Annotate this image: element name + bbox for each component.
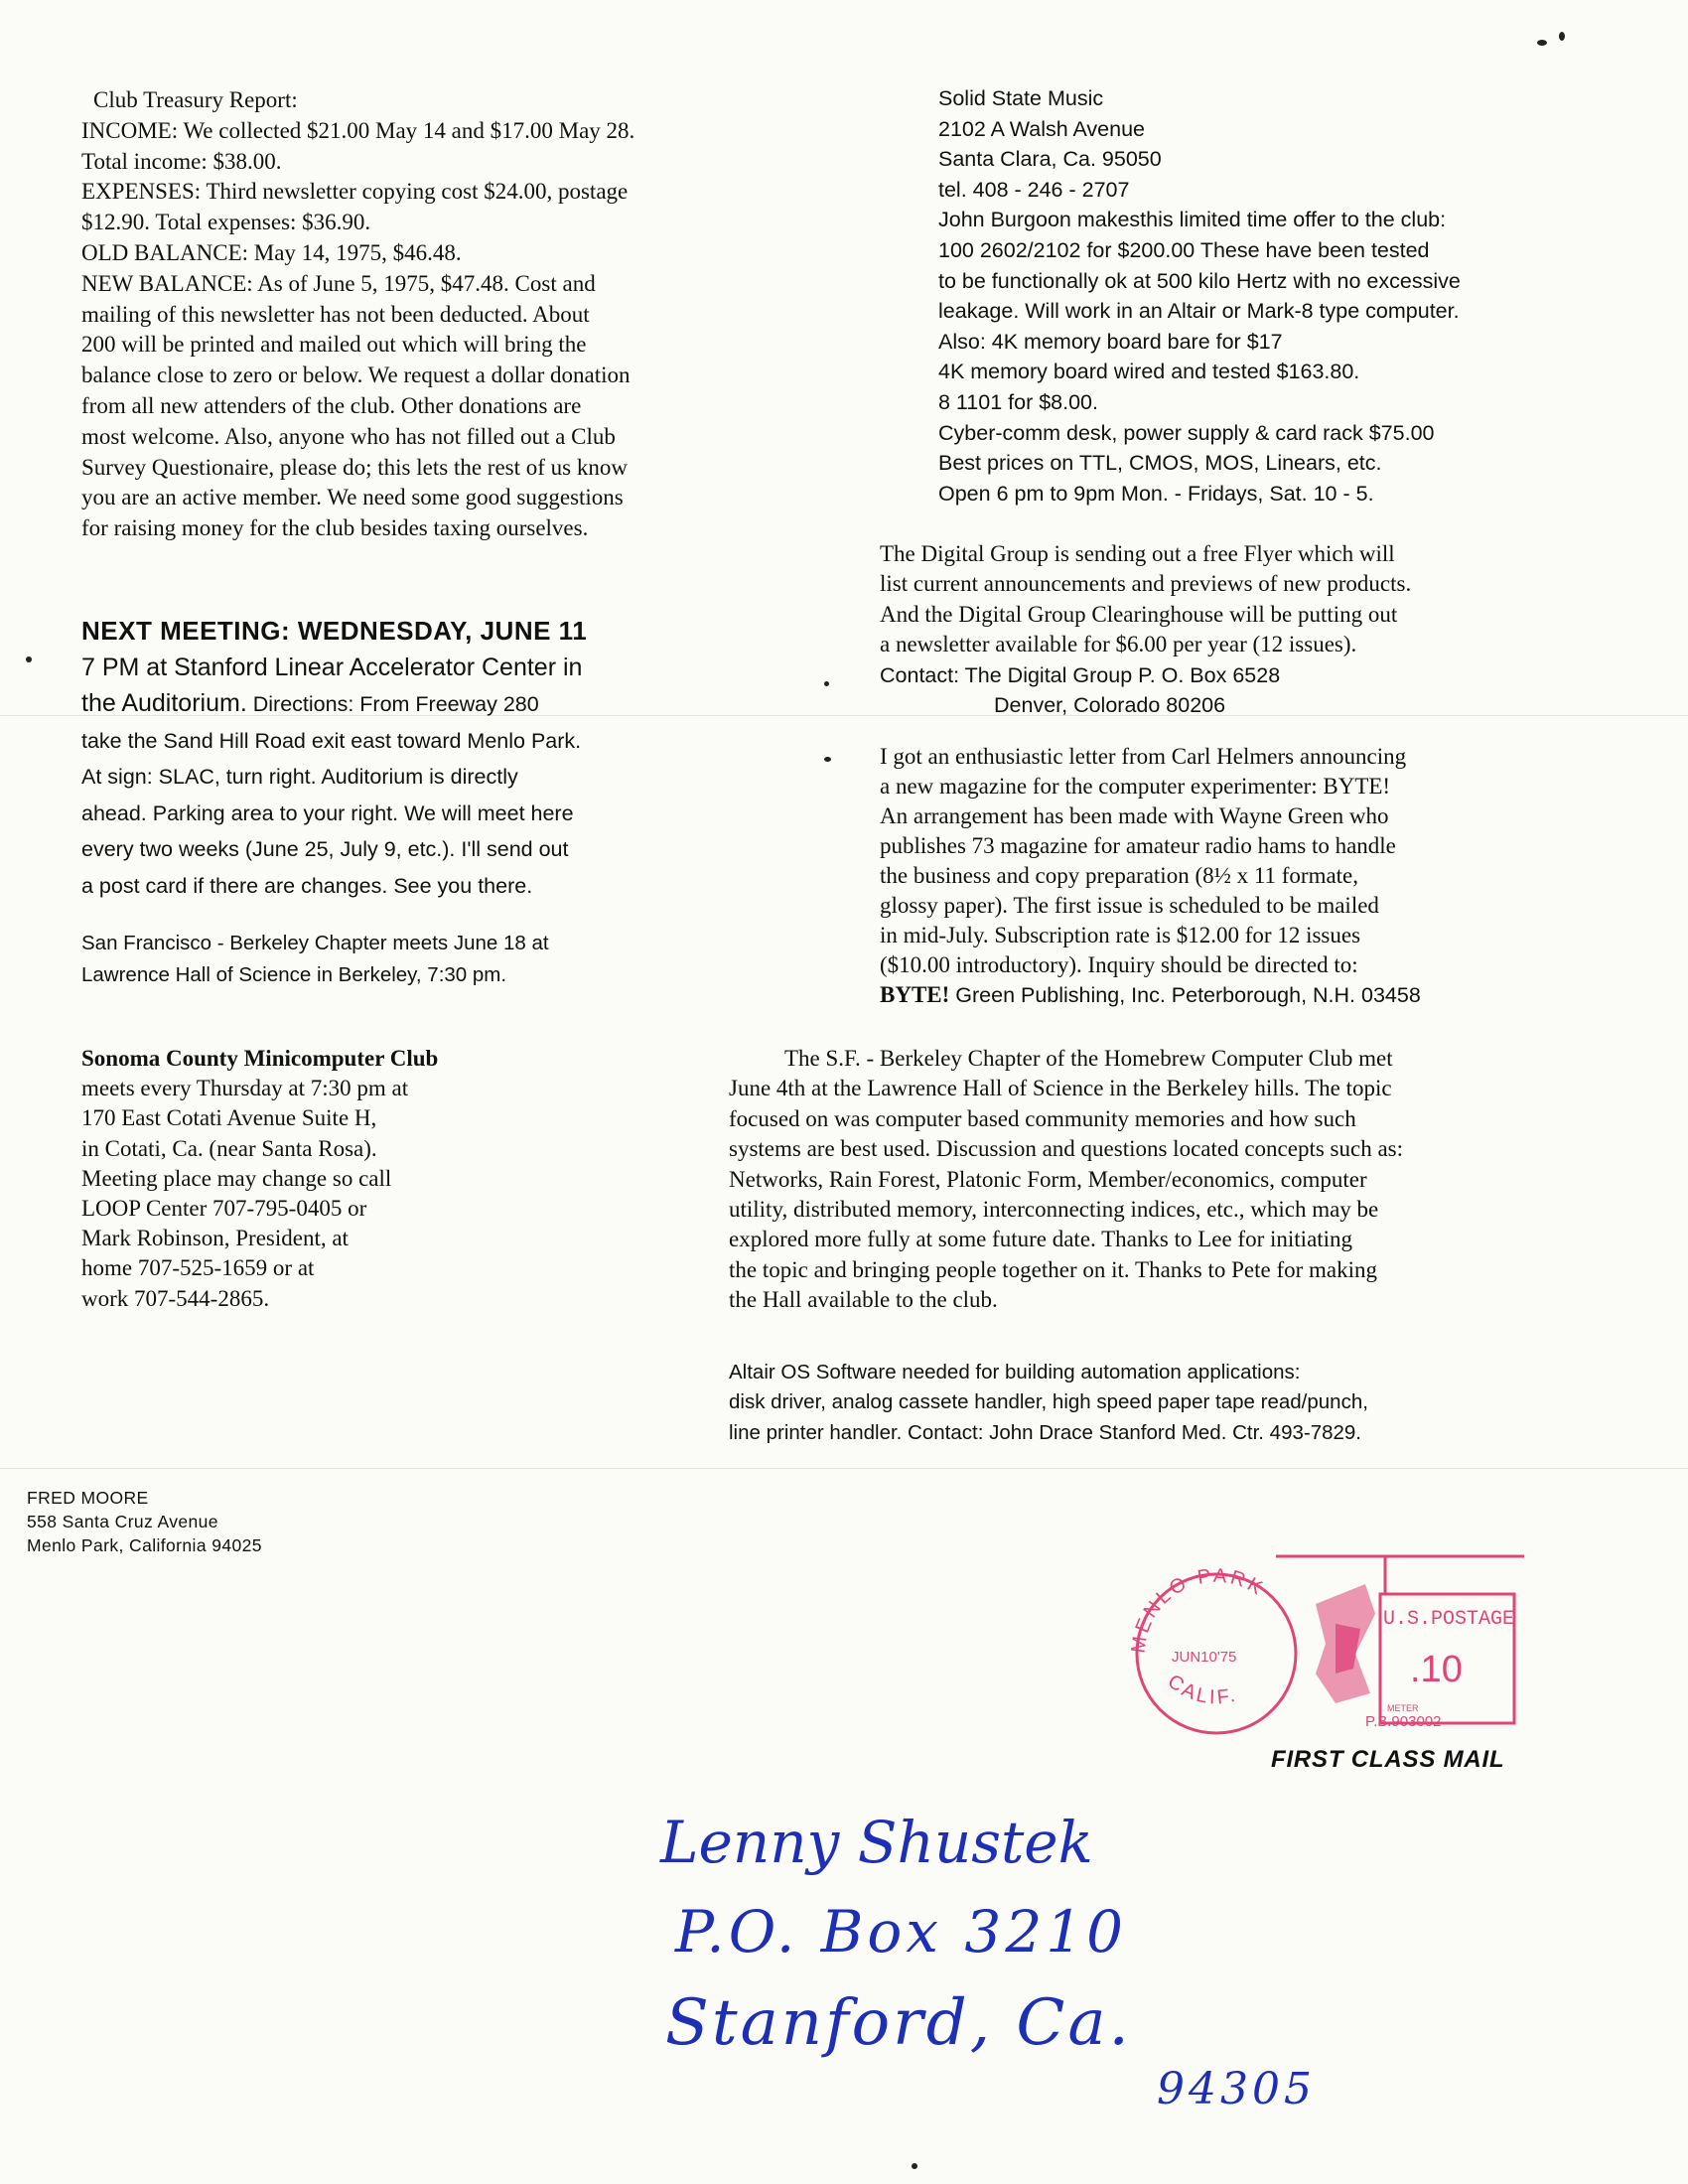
- notice-line: And the Digital Group Clearinghouse will be putting out: [880, 601, 1398, 627]
- byte-name: BYTE!: [880, 982, 950, 1007]
- notice-line: work 707-544-2865.: [81, 1285, 270, 1311]
- ad-line: Solid State Music: [938, 86, 1104, 110]
- report-line: Networks, Rain Forest, Platonic Form, Member/economics, computer: [729, 1166, 1367, 1192]
- ad-line: Best prices on TTL, CMOS, MOS, Linears, etc.: [938, 451, 1382, 476]
- report-line: utility, distributed memory, interconnecting indices, etc., which may be: [729, 1197, 1379, 1223]
- meter-postage-label: U.S.POSTAGE: [1383, 1608, 1515, 1631]
- ink-speck: [824, 681, 829, 686]
- report-line: June 4th at the Lawrence Hall of Science in the Berkeley hills. The topic: [729, 1076, 1392, 1101]
- treasury-line: 200 will be printed and mailed out which will bring the: [81, 332, 587, 358]
- treasury-line: balance close to zero or below. We request a dollar donation: [81, 363, 631, 388]
- next-meeting: [81, 613, 587, 904]
- notice-line: LOOP Center 707-795-0405 or: [81, 1196, 367, 1222]
- meter-ring-top: MENLO PARK: [1127, 1564, 1269, 1655]
- notice-line: Meeting place may change so call: [81, 1165, 392, 1191]
- notice-line: Mark Robinson, President, at: [81, 1226, 349, 1251]
- treasury-line: most welcome. Also, anyone who has not filled out a Club: [81, 423, 616, 449]
- treasury-report: [81, 85, 634, 544]
- meeting-directions: Directions: From Freeway 280: [246, 692, 539, 716]
- meter-date: JUN10'75: [1172, 1649, 1237, 1666]
- ink-speck: [1559, 32, 1565, 41]
- treasury-line: from all new attenders of the club. Other donations are: [81, 392, 582, 418]
- treasury-line: mailing of this newsletter has not been deducted. About: [81, 301, 590, 327]
- meeting-line: 7 PM at Stanford Linear Accelerator Center in: [81, 653, 583, 681]
- recipient-zip: 94305: [1157, 2064, 1316, 2114]
- paper-fold-crease: [0, 1468, 1688, 1469]
- notice-line: the business and copy preparation (8½ x 11 formate,: [880, 863, 1359, 888]
- byte-address: Green Publishing, Inc. Peterborough, N.H. 03458: [949, 983, 1421, 1007]
- recipient-city: Stanford, Ca.: [665, 1986, 1132, 2060]
- report-line: The S.F. - Berkeley Chapter of the Homebrew Computer Club met: [784, 1046, 1393, 1071]
- recipient-box: P.O. Box 3210: [675, 1898, 1128, 1966]
- report-line: explored more fully at some future date. Thanks to Lee for initiating: [729, 1227, 1353, 1252]
- meter-number: P.B.903002: [1365, 1713, 1442, 1730]
- notice-line: publishes 73 magazine for amateur radio hams to handle: [880, 833, 1396, 858]
- solid-state-music-ad: [938, 83, 1461, 509]
- ad-line: 8 1101 for $8.00.: [938, 389, 1098, 414]
- sf-chapter-notice: [81, 928, 549, 991]
- notice-line: meets every Thursday at 7:30 pm at: [81, 1076, 409, 1101]
- meter-ring-bottom: CALIF.: [1163, 1670, 1240, 1709]
- meeting-line: every two weeks (June 25, July 9, etc.). I'll send out: [81, 837, 569, 861]
- ink-speck: [912, 2163, 917, 2169]
- report-line: focused on was computer based community memories and how such: [729, 1105, 1356, 1131]
- meter-amount: .10: [1410, 1649, 1463, 1690]
- meeting-line: ahead. Parking area to your right. We will meet here: [81, 801, 574, 825]
- meeting-line: take the Sand Hill Road exit east toward Menlo Park.: [81, 728, 582, 753]
- notice-line: home 707-525-1659 or at: [81, 1255, 315, 1281]
- meeting-heading: NEXT MEETING: WEDNESDAY, JUNE 11: [81, 616, 588, 646]
- treasury-title: Club Treasury Report:: [93, 87, 298, 112]
- notice-city: Denver, Colorado 80206: [994, 693, 1226, 718]
- ad-line: leakage. Will work in an Altair or Mark-8 type computer.: [938, 299, 1460, 324]
- ink-speck: [26, 656, 32, 662]
- treasury-line: Survey Questionaire, please do; this lets the rest of us know: [81, 454, 628, 480]
- notice-line: An arrangement has been made with Wayne Green who: [880, 803, 1389, 828]
- notice-line: line printer handler. Contact: John Drace Stanford Med. Ctr. 493-7829.: [729, 1420, 1362, 1444]
- notice-line: a new magazine for the computer experimenter: BYTE!: [880, 774, 1391, 799]
- notice-line: I got an enthusiastic letter from Carl Helmers announcing: [880, 744, 1407, 769]
- meeting-location: the Auditorium.: [81, 689, 247, 717]
- ad-line: 2102 A Walsh Avenue: [938, 116, 1145, 141]
- ad-line: 4K memory board wired and tested $163.80.: [938, 360, 1360, 384]
- report-line: the topic and bringing people together on it. Thanks to Pete for making: [729, 1256, 1378, 1282]
- meter-label: METER: [1387, 1703, 1419, 1713]
- treasury-line: OLD BALANCE: May 14, 1975, $46.48.: [81, 239, 462, 265]
- meeting-line: a post card if there are changes. See you there.: [81, 873, 533, 898]
- ad-line: Open 6 pm to 9pm Mon. - Fridays, Sat. 10 - 5.: [938, 481, 1374, 506]
- notice-line: ($10.00 introductory). Inquiry should be directed to:: [880, 952, 1358, 977]
- ad-line: Cyber-comm desk, power supply & card rack $75.00: [938, 420, 1435, 445]
- notice-line: Altair OS Software needed for building automation applications:: [729, 1361, 1301, 1383]
- report-line: the Hall available to the club.: [729, 1287, 998, 1313]
- ad-line: Also: 4K memory board bare for $17: [938, 329, 1283, 354]
- notice-line: Lawrence Hall of Science in Berkeley, 7:30 pm.: [81, 963, 507, 986]
- notice-line: glossy paper). The first issue is scheduled to be mailed: [880, 893, 1379, 918]
- treasury-line: Total income: $38.00.: [81, 148, 282, 174]
- notice-line: in Cotati, Ca. (near Santa Rosa).: [81, 1135, 377, 1161]
- sender-city: Menlo Park, California 94025: [27, 1535, 262, 1555]
- notice-line: a newsletter available for $6.00 per year (12 issues).: [880, 632, 1357, 657]
- treasury-line: NEW BALANCE: As of June 5, 1975, $47.48. Cost and: [81, 270, 596, 296]
- notice-line: 170 East Cotati Avenue Suite H,: [81, 1105, 377, 1131]
- sender-street: 558 Santa Cruz Avenue: [27, 1512, 218, 1531]
- notice-contact: Contact: The Digital Group P. O. Box 6528: [880, 662, 1281, 687]
- ad-line: John Burgoon makesthis limited time offer to the club:: [938, 208, 1447, 232]
- notice-line: The Digital Group is sending out a free Flyer which will: [880, 541, 1395, 566]
- sender-address: [27, 1486, 262, 1557]
- treasury-line: EXPENSES: Third newsletter copying cost $24.00, postage: [81, 179, 629, 205]
- postage-meter-stamp: [1127, 1544, 1544, 1738]
- byte-magazine-notice: [880, 742, 1421, 1010]
- treasury-line: for raising money for the club besides taxing ourselves.: [81, 515, 589, 541]
- treasury-line: $12.90. Total expenses: $36.90.: [81, 210, 371, 235]
- sonoma-club-notice: [81, 1044, 438, 1314]
- treasury-line: INCOME: We collected $21.00 May 14 and $17.00 May 28.: [81, 117, 635, 143]
- eagle-emblem: [1316, 1584, 1375, 1703]
- ad-line: to be functionally ok at 500 kilo Hertz with no excessive: [938, 268, 1461, 293]
- sonoma-title: Sonoma County Minicomputer Club: [81, 1046, 439, 1071]
- notice-line: disk driver, analog cassete handler, high speed paper tape read/punch,: [729, 1390, 1368, 1414]
- notice-line: list current announcements and previews of new products.: [880, 571, 1412, 597]
- ink-speck: [1537, 40, 1547, 46]
- digital-group-notice: [880, 539, 1411, 720]
- ad-line: 100 2602/2102 for $200.00 These have been tested: [938, 237, 1430, 262]
- notice-line: San Francisco - Berkeley Chapter meets June 18 at: [81, 932, 549, 954]
- ink-speck: [824, 757, 831, 762]
- notice-line: in mid-July. Subscription rate is $12.00 for 12 issues: [880, 923, 1361, 947]
- sender-name: FRED MOORE: [27, 1488, 149, 1508]
- meeting-line: At sign: SLAC, turn right. Auditorium is directly: [81, 765, 518, 789]
- sf-berkeley-report: [729, 1044, 1403, 1316]
- treasury-line: you are an active member. We need some good suggestions: [81, 485, 624, 510]
- report-line: systems are best used. Discussion and questions located concepts such as:: [729, 1136, 1404, 1162]
- altair-software-notice: [729, 1358, 1368, 1448]
- first-class-mail-label: FIRST CLASS MAIL: [1271, 1746, 1505, 1773]
- ad-line: tel. 408 - 246 - 2707: [938, 177, 1130, 202]
- ad-line: Santa Clara, Ca. 95050: [938, 147, 1162, 172]
- recipient-name: Lenny Shustek: [660, 1809, 1093, 1876]
- handwritten-recipient-address: [655, 1788, 1450, 2115]
